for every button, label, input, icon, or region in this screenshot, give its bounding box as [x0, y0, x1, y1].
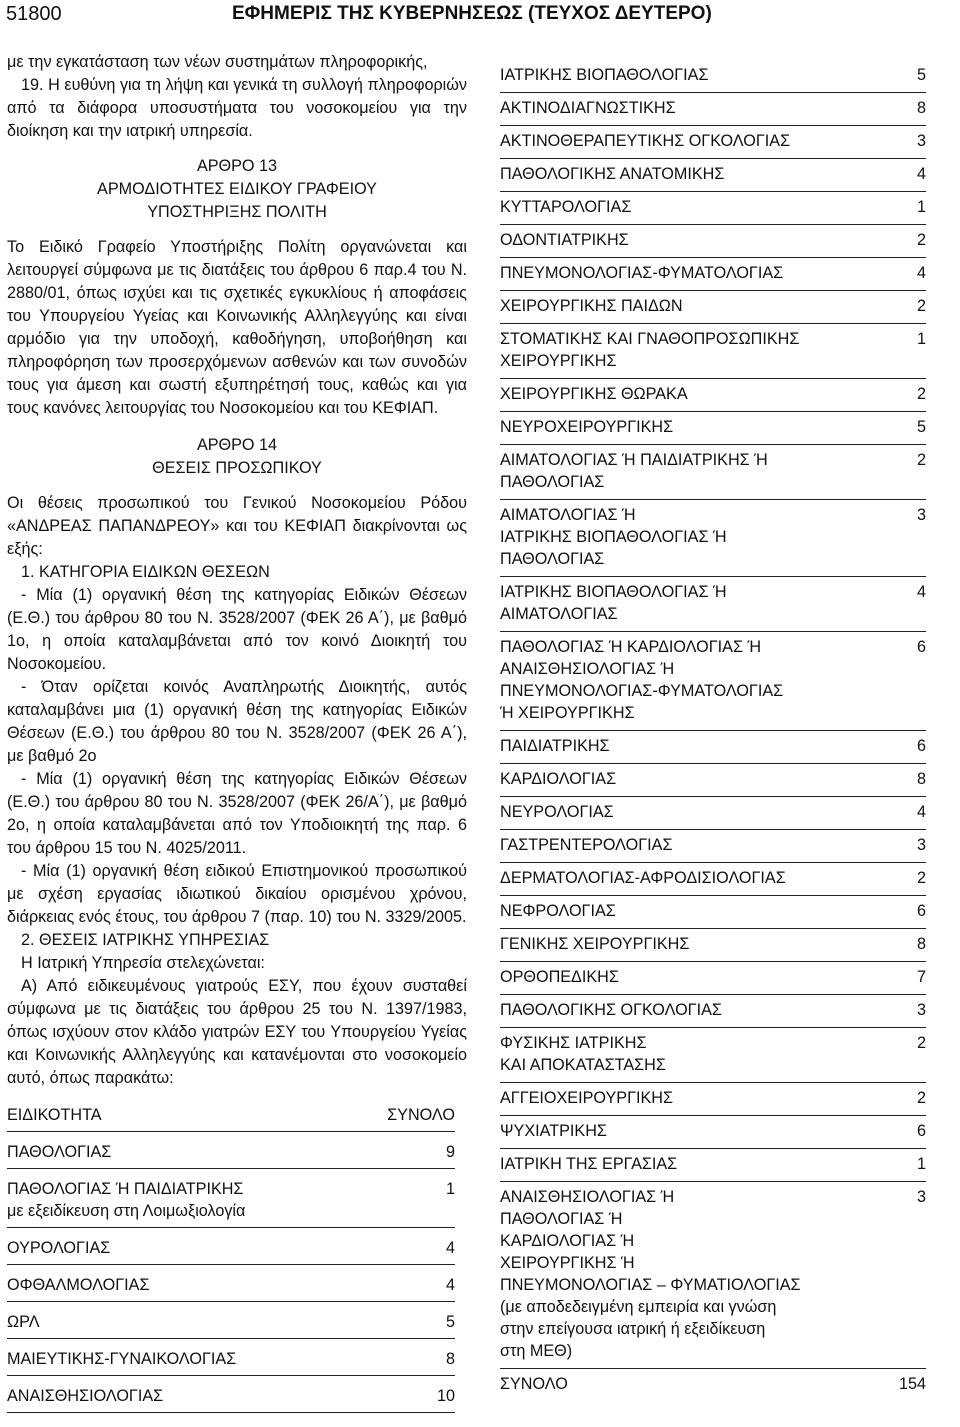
- table-row: [500, 632, 926, 731]
- specialty-total: 2: [866, 863, 926, 896]
- specialty-label: ΜΑΙΕΥΤΙΚΗΣ-ΓΥΝΑΙΚΟΛΟΓΙΑΣ: [7, 1339, 385, 1376]
- specialty-label: ΑΙΜΑΤΟΛΟΓΙΑΣ Ή ΙΑΤΡΙΚΗΣ ΒΙΟΠΑΘΟΛΟΓΙΑΣ Ή ΠΑΘΟΛΟΓΙΑΣ: [500, 500, 866, 577]
- specialty-total: 6: [866, 896, 926, 929]
- table-row: [500, 797, 926, 830]
- specialty-label: ΧΕΙΡΟΥΡΓΙΚΗΣ ΠΑΙΔΩΝ: [500, 291, 866, 324]
- table-row: [500, 863, 926, 896]
- left-staff-table: [7, 1095, 455, 1413]
- table-row: [7, 1132, 455, 1169]
- table-row: [500, 731, 926, 764]
- table-row: [7, 1228, 455, 1265]
- category-2-paragraph-2: Α) Από ειδικευμένους γιατρούς ΕΣΥ, που έχουν συσταθεί σύμφωνα με τις διατάξεις του άρθρου 25 του Ν. 1397/1983, όπως ισχύουν στον κλάδο γιατρών ΕΣΥ του Υπουργείου Υγείας και Κοινωνικής Αλληλεγγύης και κατανέμονται στο νοσοκομείο αυτό, όπως παρακάτω:: [7, 977, 467, 1087]
- specialty-label: ΑΙΜΑΤΟΛΟΓΙΑΣ Ή ΠΑΙΔΙΑΤΡΙΚΗΣ Ή ΠΑΘΟΛΟΓΙΑΣ: [500, 445, 866, 500]
- specialty-total: 1: [866, 1149, 926, 1182]
- table-row: [500, 126, 926, 159]
- specialty-total: 8: [866, 93, 926, 126]
- table-row: [500, 500, 926, 577]
- specialty-label: ΝΕΦΡΟΛΟΓΙΑΣ: [500, 896, 866, 929]
- table-row: [500, 1028, 926, 1083]
- table-header-value: ΣΥΝΟΛΟ: [385, 1095, 455, 1132]
- table-row: [7, 1265, 455, 1302]
- table-row: [7, 1339, 455, 1376]
- specialty-total: 5: [385, 1302, 455, 1339]
- specialty-total: 6: [866, 731, 926, 764]
- right-staff-table: [500, 60, 926, 1401]
- specialty-total: 3: [866, 995, 926, 1028]
- specialty-label: ΠΝΕΥΜΟΝΟΛΟΓΙΑΣ-ΦΥΜΑΤΟΛΟΓΙΑΣ: [500, 258, 866, 291]
- specialty-total: 1: [866, 192, 926, 225]
- specialty-total: 3: [866, 1182, 926, 1369]
- table-row: [500, 1182, 926, 1369]
- category-2-heading: 2. ΘΕΣΕΙΣ ΙΑΤΡΙΚΗΣ ΥΠΗΡΕΣΙΑΣ: [21, 931, 270, 949]
- specialty-label: ΚΥΤΤΑΡΟΛΟΓΙΑΣ: [500, 192, 866, 225]
- specialty-total: 4: [866, 797, 926, 830]
- specialty-label: ΠΑΘΟΛΟΓΙΑΣ Ή ΠΑΙΔΙΑΤΡΙΚΗΣ με εξειδίκευση στη Λοιμωξιολογία: [7, 1169, 385, 1228]
- intro-text: με την εγκατάσταση των νέων συστημάτων πληροφορικής,: [7, 53, 428, 71]
- table-row: [7, 1169, 455, 1228]
- specialty-total: 6: [866, 632, 926, 731]
- table-row: [500, 962, 926, 995]
- article-13-body: Το Ειδικό Γραφείο Υποστήριξης Πολίτη οργανώνεται και λειτουργεί σύμφωνα με τις διατάξεις του άρθρου 6 παρ.4 του Ν. 2880/01, όπως ισχύει και τις σχετικές εγκυκλίους ή αποφάσεις του Υπουργείου Υγείας και Κοινωνικής Αλληλεγγύης και είναι αρμόδιο για την υποδοχή, καθοδήγηση, υποβοήθηση και πληροφόρηση των προσερχόμενων ασθενών και των συνοδών τους για άμεση και σωστή εξυπηρέτησή τους, καθώς και για τους κανόνες λειτουργίας του Νοσοκομείου και του ΚΕΦΙΑΠ.: [7, 238, 467, 417]
- article-13-subtitle-2: ΥΠΟΣΤΗΡΙΞΗΣ ΠΟΛΙΤΗ: [147, 203, 327, 221]
- specialty-total: 3: [866, 126, 926, 159]
- specialty-label: ΠΑΙΔΙΑΤΡΙΚΗΣ: [500, 731, 866, 764]
- table-row: [500, 412, 926, 445]
- specialty-label: ΟΦΘΑΛΜΟΛΟΓΙΑΣ: [7, 1265, 385, 1302]
- table-row: [500, 192, 926, 225]
- gazette-title: ΕΦΗΜΕΡΙΣ ΤΗΣ ΚΥΒΕΡΝΗΣΕΩΣ (ΤΕΥΧΟΣ ΔΕΥΤΕΡΟ): [232, 3, 712, 24]
- specialty-label: ΟΡΘΟΠΕΔΙΚΗΣ: [500, 962, 866, 995]
- specialty-total: 1: [866, 324, 926, 379]
- left-column: [7, 51, 467, 1090]
- specialty-label: ΑΝΑΙΣΘΗΣΙΟΛΟΓΙΑΣ Ή ΠΑΘΟΛΟΓΙΑΣ Ή ΚΑΡΔΙΟΛΟΓΙΑΣ Ή ΧΕΙΡΟΥΡΓΙΚΗΣ Ή ΠΝΕΥΜΟΝΟΛΟΓΙΑΣ – ΦΥΜΑΤΙΟΛΟΓΙΑΣ (με αποδεδειγμένη εμπειρία και γνώση στην επείγουσα ιατρική ή εξειδίκευση στη ΜΕΘ): [500, 1182, 866, 1369]
- category-1-paragraph-1: - Μία (1) οργανική θέση της κατηγορίας Ειδικών Θέσεων (Ε.Θ.) του άρθρου 80 του Ν. 3528/2007 (ΦΕΚ 26 Α΄), με βαθμό 1ο, η οποία καταλαμβάνεται από τον κοινό Διοικητή του Νοσοκομείου.: [7, 586, 467, 673]
- specialty-label: ΠΑΘΟΛΟΓΙΚΗΣ ΟΓΚΟΛΟΓΙΑΣ: [500, 995, 866, 1028]
- article-14-title: ΑΡΘΡΟ 14: [196, 436, 278, 454]
- specialty-label: ΙΑΤΡΙΚΗΣ ΒΙΟΠΑΘΟΛΟΓΙΑΣ: [500, 60, 866, 93]
- table-row: [500, 577, 926, 632]
- category-1-paragraph-3: - Μία (1) οργανική θέση της κατηγορίας Ειδικών Θέσεων (Ε.Θ.) του άρθρου 80 του Ν. 3528/2007 (ΦΕΚ 26/Α΄), με βαθμό 2ο, η οποία καταλαμβάνεται από τον Υποδιοικητή της παρ. 6 του άρθρου 15 του Ν. 4025/2011.: [7, 770, 467, 857]
- table-row: [500, 929, 926, 962]
- specialty-total: 9: [385, 1132, 455, 1169]
- specialty-total: 2: [866, 1083, 926, 1116]
- specialty-total: 1: [385, 1169, 455, 1228]
- page-number: 51800: [6, 3, 62, 25]
- specialty-label: ΩΡΛ: [7, 1302, 385, 1339]
- table-row: [500, 1149, 926, 1182]
- specialty-total: 2: [866, 1028, 926, 1083]
- table-row: [500, 445, 926, 500]
- specialty-label: ΔΕΡΜΑΤΟΛΟΓΙΑΣ-ΑΦΡΟΔΙΣΙΟΛΟΓΙΑΣ: [500, 863, 866, 896]
- table-header-label: ΕΙΔΙΚΟΤΗΤΑ: [7, 1095, 385, 1132]
- specialty-total: 6: [866, 1116, 926, 1149]
- table-row: [500, 995, 926, 1028]
- specialty-label: ΑΓΓΕΙΟΧΕΙΡΟΥΡΓΙΚΗΣ: [500, 1083, 866, 1116]
- category-1-paragraph-4: - Μία (1) οργανική θέση ειδικού Επιστημονικού προσωπικού με σχέση εργασίας ιδιωτικού δικαίου ορισμένου χρόνου, διάρκειας ενός έτους, του άρθρου 7 (παρ. 10) του Ν. 3329/2005.: [7, 862, 467, 926]
- specialty-label: ΝΕΥΡΟΧΕΙΡΟΥΡΓΙΚΗΣ: [500, 412, 866, 445]
- specialty-total: 2: [866, 379, 926, 412]
- table-row: [500, 764, 926, 797]
- specialty-total: 4: [385, 1265, 455, 1302]
- table-row: [500, 225, 926, 258]
- specialty-total: 5: [866, 60, 926, 93]
- category-2-paragraph-1: Η Ιατρική Υπηρεσία στελεχώνεται:: [21, 954, 265, 972]
- specialty-label: ΠΑΘΟΛΟΓΙΑΣ Ή ΚΑΡΔΙΟΛΟΓΙΑΣ Ή ΑΝΑΙΣΘΗΣΙΟΛΟΓΙΑΣ Ή ΠΝΕΥΜΟΝΟΛΟΓΙΑΣ-ΦΥΜΑΤΟΛΟΓΙΑΣ Ή ΧΕΙΡΟΥΡΓΙΚΗΣ: [500, 632, 866, 731]
- table-row: [500, 1083, 926, 1116]
- category-1-heading: 1. ΚΑΤΗΓΟΡΙΑ ΕΙΔΙΚΩΝ ΘΕΣΕΩΝ: [21, 563, 270, 581]
- table-row: [500, 291, 926, 324]
- table-row: [500, 93, 926, 126]
- specialty-label: ΚΑΡΔΙΟΛΟΓΙΑΣ: [500, 764, 866, 797]
- article-14-subtitle: ΘΕΣΕΙΣ ΠΡΟΣΩΠΙΚΟΥ: [152, 459, 322, 477]
- specialty-label: ΓΕΝΙΚΗΣ ΧΕΙΡΟΥΡΓΙΚΗΣ: [500, 929, 866, 962]
- specialty-label: ΙΑΤΡΙΚΗ ΤΗΣ ΕΡΓΑΣΙΑΣ: [500, 1149, 866, 1182]
- specialty-total: 8: [866, 764, 926, 797]
- specialty-label: ΠΑΘΟΛΟΓΙΑΣ: [7, 1132, 385, 1169]
- table-row: [7, 1302, 455, 1339]
- table-header-row: [7, 1095, 455, 1132]
- specialty-label: ΠΑΘΟΛΟΓΙΚΗΣ ΑΝΑΤΟΜΙΚΗΣ: [500, 159, 866, 192]
- table-row: [500, 1116, 926, 1149]
- item-19: 19. Η ευθύνη για τη λήψη και γενικά τη συλλογή πληροφοριών από τα διάφορα υποσυστήματα του νοσοκομείου για την διοίκηση και την ιατρική υπηρεσία.: [7, 76, 467, 140]
- table-row: [500, 258, 926, 291]
- specialty-total: 4: [866, 159, 926, 192]
- specialty-label: ΣΥΝΟΛΟ: [500, 1375, 568, 1393]
- category-1-paragraph-2: - Όταν ορίζεται κοινός Αναπληρωτής Διοικητής, αυτός καταλαμβάνει μια (1) οργανική θέση της κατηγορίας Ειδικών Θέσεων (Ε.Θ.) του άρθρου 80 του Ν. 3528/2007 (ΦΕΚ 26 Α΄), με βαθμό 2ο: [7, 678, 467, 765]
- table-row: [500, 896, 926, 929]
- specialty-total: 4: [866, 258, 926, 291]
- specialty-total: 8: [385, 1339, 455, 1376]
- specialty-label: ΟΔΟΝΤΙΑΤΡΙΚΗΣ: [500, 225, 866, 258]
- specialty-total: 3: [866, 830, 926, 863]
- specialty-label: ΑΝΑΙΣΘΗΣΙΟΛΟΓΙΑΣ: [7, 1376, 385, 1413]
- specialty-label: ΓΑΣΤΡΕΝΤΕΡΟΛΟΓΙΑΣ: [500, 830, 866, 863]
- specialty-label: ΑΚΤΙΝΟΘΕΡΑΠΕΥΤΙΚΗΣ ΟΓΚΟΛΟΓΙΑΣ: [500, 126, 866, 159]
- article-13-subtitle-1: ΑΡΜΟΔΙΟΤΗΤΕΣ ΕΙΔΙΚΟΥ ΓΡΑΦΕΙΟΥ: [97, 180, 377, 198]
- specialty-total: 2: [866, 225, 926, 258]
- specialty-total: 5: [866, 412, 926, 445]
- specialty-label: ΨΥΧΙΑΤΡΙΚΗΣ: [500, 1116, 866, 1149]
- table-row: [500, 159, 926, 192]
- specialty-total: 7: [866, 962, 926, 995]
- specialty-label: ΙΑΤΡΙΚΗΣ ΒΙΟΠΑΘΟΛΟΓΙΑΣ Ή ΑΙΜΑΤΟΛΟΓΙΑΣ: [500, 577, 866, 632]
- specialty-label: ΣΤΟΜΑΤΙΚΗΣ ΚΑΙ ΓΝΑΘΟΠΡΟΣΩΠΙΚΗΣ ΧΕΙΡΟΥΡΓΙΚΗΣ: [500, 324, 866, 379]
- specialty-label: ΑΚΤΙΝΟΔΙΑΓΝΩΣΤΙΚΗΣ: [500, 93, 866, 126]
- specialty-total: 8: [866, 929, 926, 962]
- specialty-total: 10: [385, 1376, 455, 1413]
- table-row: [500, 324, 926, 379]
- page-header: [0, 0, 960, 34]
- specialty-label: ΧΕΙΡΟΥΡΓΙΚΗΣ ΘΩΡΑΚΑ: [500, 379, 866, 412]
- table-row: [500, 1369, 926, 1402]
- specialty-label: ΦΥΣΙΚΗΣ ΙΑΤΡΙΚΗΣ ΚΑΙ ΑΠΟΚΑΤΑΣΤΑΣΗΣ: [500, 1028, 866, 1083]
- article-13-title: ΑΡΘΡΟ 13: [196, 157, 278, 175]
- specialty-total: 4: [385, 1228, 455, 1265]
- table-row: [500, 830, 926, 863]
- specialty-total: 4: [866, 577, 926, 632]
- specialty-label: ΟΥΡΟΛΟΓΙΑΣ: [7, 1228, 385, 1265]
- table-row: [7, 1376, 455, 1413]
- table-row: [500, 379, 926, 412]
- article-14-intro: Οι θέσεις προσωπικού του Γενικού Νοσοκομείου Ρόδου «ΑΝΔΡΕΑΣ ΠΑΠΑΝΔΡΕΟΥ» και του ΚΕΦΙΑΠ διακρίνονται ως εξής:: [7, 494, 467, 558]
- specialty-label: ΝΕΥΡΟΛΟΓΙΑΣ: [500, 797, 866, 830]
- table-row: [500, 60, 926, 93]
- specialty-total: 2: [866, 445, 926, 500]
- specialty-total: 154: [898, 1375, 926, 1393]
- specialty-total: 3: [866, 500, 926, 577]
- specialty-total: 2: [866, 291, 926, 324]
